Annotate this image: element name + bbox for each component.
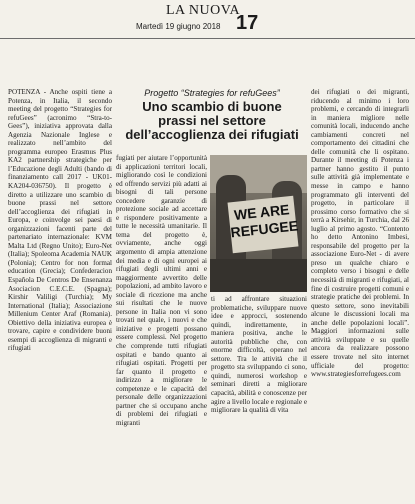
article-headline <box>116 100 308 142</box>
article-column-middle-lower: ti ad affrontare situazioni problematiche, sviluppare nuove idee e approcci, sostenendo quindi, indirettamente, in maniera positiva, anche le autorità pubbliche che, con enorme difficoltà, operano nel settore. Tra le attività che il progetto sta sviluppando ci sono, quindi, numerosi workshop e seminari diretti a migliorare capacità, abilità e conoscenze per agire a livello locale e regionale e migliorare la qualità di vita <box>211 295 307 415</box>
article-kicker: Progetto “Strategies for refuGees” <box>144 88 280 98</box>
refugee-protest-photo <box>210 155 307 292</box>
protest-sign: WE ARE REFUGEE <box>228 196 299 254</box>
masthead: LA NUOVA <box>166 3 241 18</box>
newspaper-header <box>0 0 415 39</box>
page-number: 17 <box>236 12 259 34</box>
issue-date: Martedì 19 giugno 2018 <box>136 22 221 31</box>
crowd-silhouette <box>210 259 307 292</box>
headline-line: dell’accoglienza dei rifugiati <box>125 127 299 142</box>
headline-line: Uno scambio di buone <box>142 99 282 114</box>
article-column-middle: fugiati per aiutare l’opportunità di applicazioni territori locali, migliorando così le condizioni ed offrendo servizi più adatti ai bisogni di tali persone concedere garanzie di protezione sociale ad accettare e rispondere positivamente a tutte le necessità umanitarie. Il tema del progetto è, ovviamente, anche oggi argomento di ampia attenzione dei media e di ogni europei ai rifugiati degli ultimi anni e maggiormente avvertito delle popolazioni, ad ambito lavoro e sociale di ricezione ma anche sui risultati che le nuove persone in Italia non vi sono trovati nel quale, i nuovi e che iniziative e progetti possano essere complessi. Nel progetto che comprende tutti rifugiati ospitati e bando quanto ai rifugiati ospitati. Progetti per far quanto il progetto e indirizzo a migliorare le competenze e le capacità del personale delle organizzazioni partner che si occupano anche di problemi dei rifugiati e migranti <box>116 154 207 427</box>
article-column-left: POTENZA - Anche ospiti tiene a Potenza, in Italia, il secondo meeting del progetto “Strategies for refuGees” (acronimo “Stra-to-Gees”), iniziativa approvata dalla Agenzia Nazionale Inglese e realizzato nell’ambito del programma europeo Erasmus Plus KA2 partnership strategiche per l’Educazione degli Adulti (bando di finanziamento call 2017 - UK01-KA204-036750). Il progetto è diretto a utilizzare uno scambio di buone prassi nel settore dell’accoglienza dei rifugiati in Europa, e coinvolge sei paesi di organizzazioni facenti parte del partenariato internazionale: KVM Malta Ltd (Regno Unito); Euro-Net (Italia); Spoleoma Academia NAUK (Polonia); Centro for non formal education (Grecia); Confederacion Española De Centros De Ensenanza Asociacion C.E.C.E. (Spagna); Kirshir Valiligi (Turchia); My International (Italia); Associazione Millenium Center Araf (Romania). Obiettivo della iniziativa europea è trovare, capire e condividere buoni esempi di accoglienza di migranti e rifugiati <box>8 88 112 353</box>
article-column-right: dei rifugiati o dei migranti, riducendo al minimo i loro problemi, e cercando di integrarli in maniera migliore nelle comunità locali, inducendo anche cambiamenti concreti nel comportamento dei cittadini che delle comunità che li ospitano. Durante il meeting di Potenza i partner hanno gestito il punto sulle attività già implementate e messe in campo e hanno programmato gli interventi del progetto, in particolare il prossimo corso formativo che si terrà a Kirsehir, in Turchia, dal 26 luglio al primo agosto. “Contento ho detto Antonino Imbesi, responsabile del progetto per la associazione Euro-Net - di avere preso un qualche chiaro e completo verso i bisogni e delle necessità di migranti e rifugiati, al fine di costruire progetti comuni e strategie pratiche dei problemi. In questo settore, sono inevitabili alcune le discussioni locali ma anche delle popolazioni locali”. Maggiori informazioni sulle attività sviluppate e su quelle ancora da realizzare possono essere trovate nel sito internet ufficiale del progetto: www.strategiesforrefugees.com <box>311 88 409 379</box>
headline-line: prassi nel settore <box>158 113 266 128</box>
